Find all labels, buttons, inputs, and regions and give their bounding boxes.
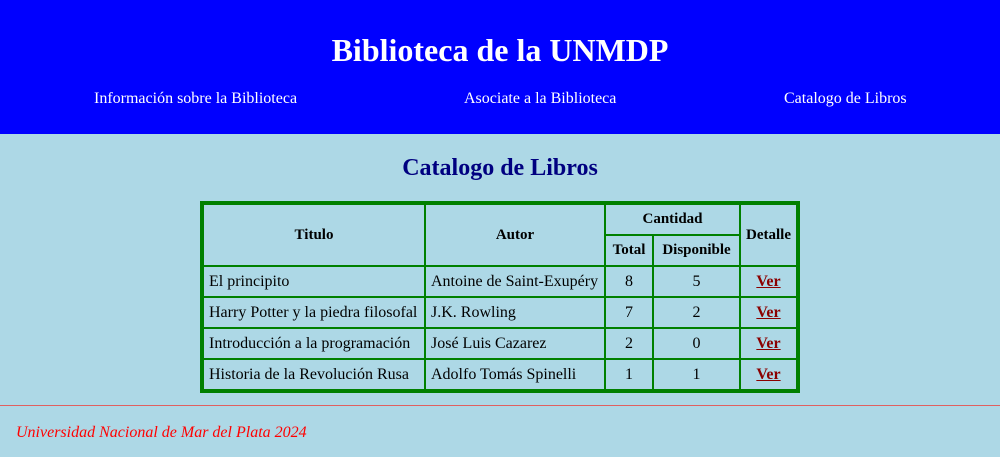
cell-autor: J.K. Rowling: [425, 297, 605, 328]
table-row: [203, 266, 797, 297]
header-detalle: Detalle: [740, 204, 797, 266]
cell-autor: Adolfo Tomás Spinelli: [425, 359, 605, 390]
cell-total: 8: [605, 266, 653, 297]
table-row: [203, 328, 797, 359]
nav-link-asociate[interactable]: Asociate a la Biblioteca: [464, 90, 617, 107]
page-title: Catalogo de Libros: [402, 155, 598, 181]
cell-detalle: [740, 359, 797, 390]
nav-link-catalogo[interactable]: Catalogo de Libros: [784, 90, 907, 107]
footer-text: Universidad Nacional de Mar del Plata 2024: [16, 424, 307, 441]
cell-titulo: Introducción a la programación: [203, 328, 425, 359]
cell-disponible: 5: [653, 266, 740, 297]
ver-link[interactable]: Ver: [756, 334, 781, 352]
ver-link[interactable]: Ver: [756, 365, 781, 383]
cell-detalle: [740, 266, 797, 297]
cell-detalle: [740, 297, 797, 328]
cell-titulo: Harry Potter y la piedra filosofal: [203, 297, 425, 328]
cell-detalle: [740, 328, 797, 359]
table-row: [203, 359, 797, 390]
header-titulo: Titulo: [203, 204, 425, 266]
cell-disponible: 2: [653, 297, 740, 328]
header-disponible: Disponible: [653, 235, 740, 266]
cell-titulo: El principito: [203, 266, 425, 297]
header-autor: Autor: [425, 204, 605, 266]
site-header: [0, 0, 1000, 134]
cell-autor: José Luis Cazarez: [425, 328, 605, 359]
footer-divider: [0, 405, 1000, 406]
cell-disponible: 1: [653, 359, 740, 390]
cell-disponible: 0: [653, 328, 740, 359]
site-title: Biblioteca de la UNMDP: [331, 32, 669, 68]
cell-total: 2: [605, 328, 653, 359]
header-cantidad: Cantidad: [605, 204, 740, 235]
table-row: [203, 297, 797, 328]
nav-link-informacion[interactable]: Información sobre la Biblioteca: [94, 90, 298, 107]
cell-autor: Antoine de Saint-Exupéry: [425, 266, 605, 297]
catalog-table: [200, 201, 800, 393]
header-total: Total: [605, 235, 653, 266]
cell-titulo: Historia de la Revolución Rusa: [203, 359, 425, 390]
cell-total: 7: [605, 297, 653, 328]
ver-link[interactable]: Ver: [756, 303, 781, 321]
ver-link[interactable]: Ver: [756, 272, 781, 290]
cell-total: 1: [605, 359, 653, 390]
